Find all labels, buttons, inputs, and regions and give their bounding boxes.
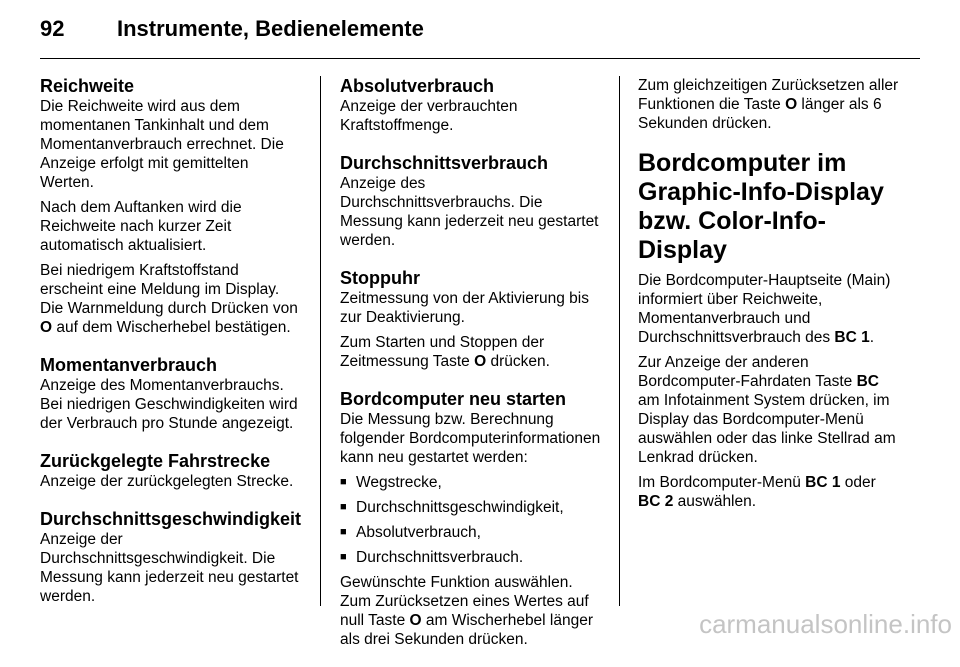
paragraph: Zeitmessung von der Aktivierung bis zur Deaktivierung. — [340, 290, 589, 326]
key-label: O — [40, 319, 53, 336]
section-durchschnittsverbrauch — [340, 153, 602, 250]
column-3 — [638, 76, 900, 517]
paragraph: Anzeige der zurückgelegten Strecke. — [40, 473, 294, 490]
section-durchschnittsgeschwindigkeit — [40, 509, 302, 606]
text: Zum gleichzeitigen Zurücksetzen aller Funktionen die Taste — [638, 77, 899, 113]
key-label: BC 1 — [805, 474, 841, 491]
column-divider-1 — [320, 76, 321, 606]
section-title: Absolutverbrauch — [340, 76, 495, 96]
text: Im Bordcomputer-Menü — [638, 474, 806, 491]
section-fahrstrecke — [40, 451, 302, 491]
paragraph — [638, 76, 900, 133]
list-item: ■ Durchschnittsverbrauch. — [340, 548, 602, 567]
section-reichweite — [40, 76, 302, 337]
section-title: Momentanverbrauch — [40, 355, 218, 375]
text: länger als 6 Sekunden drücken. — [638, 96, 882, 132]
paragraph: Anzeige des Momentanverbrauchs. Bei niedrigen Geschwindigkeiten wird der Verbrauch pro Stunde angezeigt. — [40, 377, 298, 432]
paragraph: Gewünschte Funktion auswählen. — [340, 574, 573, 591]
list-item: ■ Durchschnittsgeschwindigkeit, — [340, 498, 602, 517]
paragraph: Nach dem Auftanken wird die Reichweite nach kurzer Zeit automatisch aktualisiert. — [40, 199, 242, 254]
column-2 — [340, 76, 602, 667]
section-title: Durchschnittsgeschwindigkeit — [40, 509, 302, 529]
text: am Infotainment System drücken, im Display das Bordcomputer-Menü auswählen oder das linke Stellrad am Lenkrad drücken. — [638, 392, 896, 466]
section-title: Reichweite — [40, 76, 135, 96]
text: . — [869, 329, 875, 346]
key-label: O — [409, 612, 422, 629]
section-neu-starten — [340, 389, 602, 649]
text: auswählen. — [673, 493, 757, 510]
bullet-list — [340, 473, 602, 567]
header-rule — [40, 58, 920, 59]
chapter-title: Instrumente, Bedienelemente — [117, 16, 424, 41]
text: am Wischerhebel länger als drei Sekunden drücken. — [340, 612, 594, 648]
section-absolutverbrauch — [340, 76, 602, 135]
text: Zur Anzeige der anderen Bordcomputer-Fahrdaten Taste — [638, 354, 857, 390]
section-title: Stoppuhr — [340, 268, 420, 288]
key-label: BC 2 — [638, 493, 674, 510]
section-momentanverbrauch — [40, 355, 302, 433]
paragraph — [638, 271, 900, 347]
text: Zum Starten und Stoppen der Zeitmessung Taste — [340, 334, 545, 370]
paragraph — [638, 473, 900, 511]
paragraph: Die Messung bzw. Berechnung folgender Bordcomputerinformationen kann neu gestartet werden: — [340, 411, 601, 466]
section-title: Zurückgelegte Fahrstrecke — [40, 451, 271, 471]
key-label: O — [785, 96, 798, 113]
paragraph: Die Reichweite wird aus dem momentanen Tankinhalt und dem Momentanverbrauch errechnet. Die Anzeige erfolgt mit gemittelten Werten. — [40, 98, 284, 191]
key-label: BC 1 — [834, 329, 870, 346]
section-stoppuhr — [340, 268, 602, 371]
paragraph: Anzeige der verbrauchten Kraftstoffmenge. — [340, 98, 518, 134]
section-title: Bordcomputer neu starten — [340, 389, 567, 409]
key-label: BC — [856, 373, 879, 390]
page-header — [40, 16, 920, 56]
key-label: O — [474, 353, 487, 370]
paragraph — [340, 333, 602, 371]
page-number: 92 — [40, 16, 65, 41]
paragraph: Anzeige des Durchschnittsverbrauchs. Die Messung kann jederzeit neu gestartet werden. — [340, 175, 599, 249]
section-title: Durchschnittsverbrauch — [340, 153, 549, 173]
paragraph — [40, 261, 302, 337]
paragraph: Anzeige der Durchschnittsgeschwindigkeit. Die Messung kann jederzeit neu gestartet werden. — [40, 531, 299, 605]
watermark: carmanualsonline.info — [699, 609, 952, 639]
text: Zum Zurücksetzen eines Wertes auf null Taste — [340, 593, 589, 629]
text: auf dem Wischerhebel bestätigen. — [52, 319, 291, 336]
paragraph — [340, 592, 602, 649]
list-item: ■ Absolutverbrauch, — [340, 523, 602, 542]
section-heading: Bordcomputer im Graphic-Info-Display bzw. Color-Info-Display — [638, 149, 884, 264]
column-divider-2 — [619, 76, 620, 606]
text: drücken. — [486, 353, 550, 370]
column-1 — [40, 76, 302, 624]
paragraph — [638, 353, 900, 467]
list-item: ■ Wegstrecke, — [340, 473, 602, 492]
text: Bei niedrigem Kraftstoffstand erscheint eine Meldung im Display. Die Warnmeldung durch Drücken von — [40, 262, 298, 317]
text: oder — [840, 474, 876, 491]
text: Die Bordcomputer-Hauptseite (Main) informiert über Reichweite, Momentanverbrauch und Durchschnittsverbrauch des — [638, 272, 891, 346]
